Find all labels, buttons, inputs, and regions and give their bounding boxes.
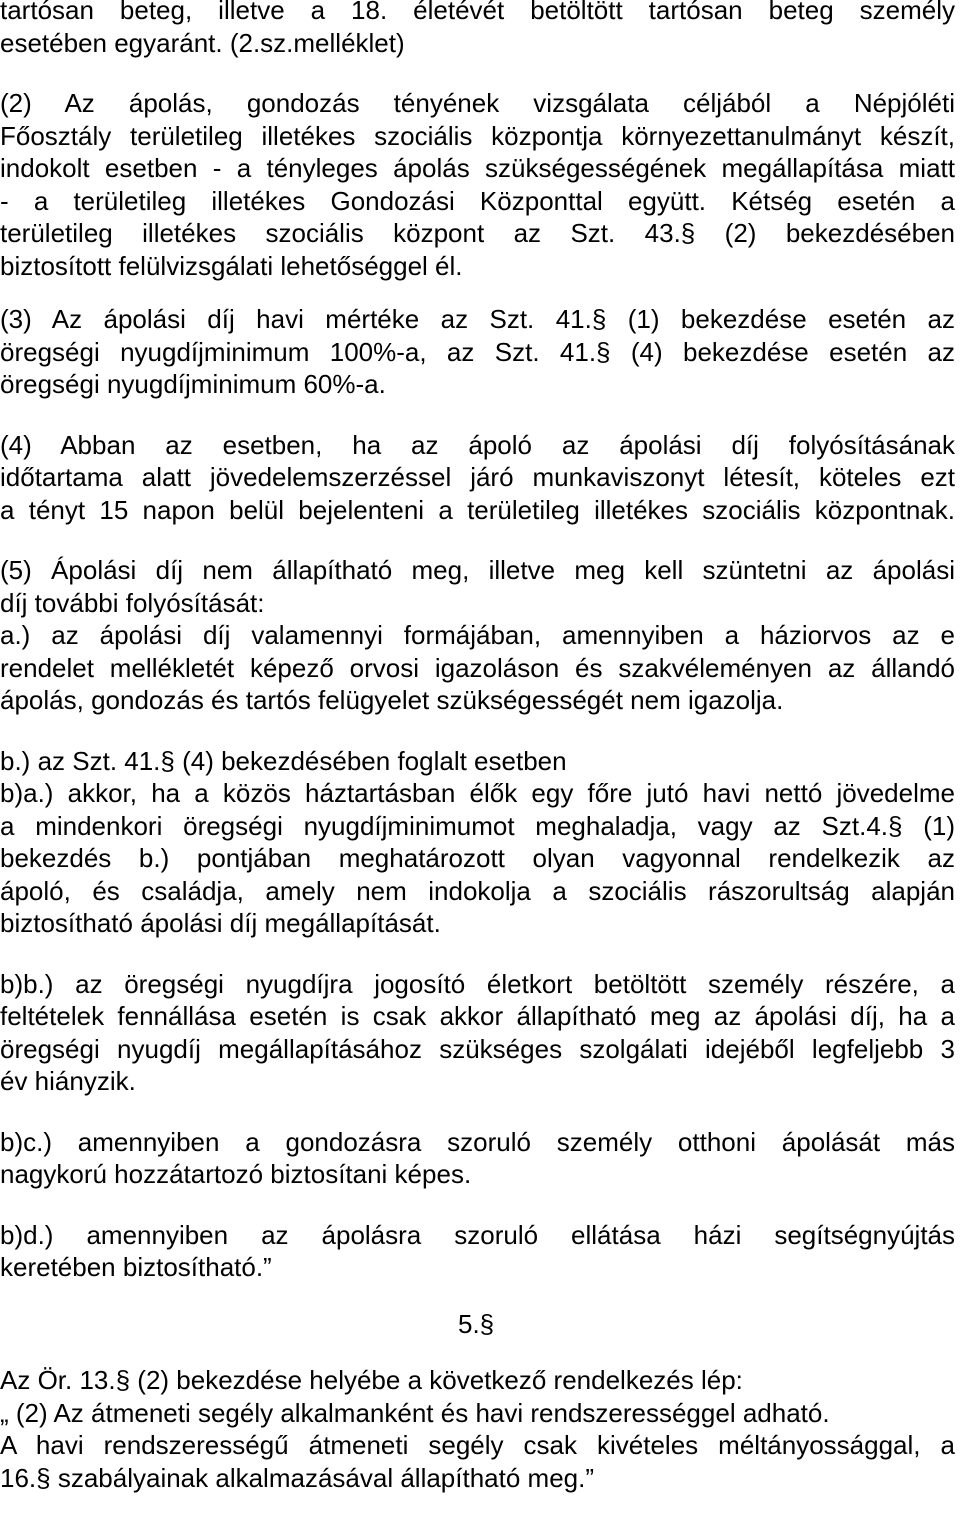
paragraph-3: [0, 303, 955, 401]
text-line: - a területileg illetékes Gondozási Központtal együtt. Kétség esetén a: [0, 185, 955, 216]
text-line: a.) az ápolási díj valamennyi formájában, amennyiben a háziorvos az e: [0, 620, 955, 650]
text-line: nagykorú hozzátartozó biztosítani képes.: [0, 1159, 472, 1189]
text-line: (4) Abban az esetben, ha az ápoló az ápolási díj folyósításának: [0, 429, 955, 460]
text-line: díj további folyósítását:: [0, 587, 265, 618]
text-line: öregségi nyugdíj megállapításához szükséges szolgálati idejéből legfeljebb 3: [0, 1033, 955, 1064]
paragraph-bd: [0, 1219, 955, 1284]
text-line: b)b.) az öregségi nyugdíjra jogosító életkort betöltött személy részére, a: [0, 968, 955, 999]
text-line: biztosított felülvizsgálati lehetőséggel él.: [0, 250, 463, 281]
text-line: év hiányzik.: [0, 1066, 136, 1096]
text-line: keretében biztosítható.”: [0, 1252, 272, 1282]
text-line: b.) az Szt. 41.§ (4) bekezdésében foglalt esetben: [0, 745, 567, 776]
paragraph-b: [0, 745, 955, 940]
text-line: bekezdés b.) pontjában meghatározott olyan vagyonnal rendelkezik az: [0, 843, 955, 873]
text-line: Az Ör. 13.§ (2) bekezdése helyébe a következő rendelkezés lép:: [0, 1365, 743, 1395]
text-line: 16.§ szabályainak alkalmazásával állapítható meg.”: [0, 1462, 595, 1493]
text-line: indokolt esetben - a tényleges ápolás szükségességének megállapítása miatt: [0, 153, 955, 183]
text-line: Főosztály területileg illetékes szociális központja környezettanulmányt készít,: [0, 120, 955, 151]
text-line: a mindenkori öregségi nyugdíjminimumot meghaladja, vagy az Szt.4.§ (1): [0, 810, 955, 841]
paragraph-4: [0, 429, 955, 527]
text-line: esetében egyaránt. (2.sz.melléklet): [0, 27, 405, 58]
text-line: tartósan beteg, illetve a 18. életévét betöltött tartósan beteg személy: [0, 0, 955, 25]
paragraph-2: [0, 87, 955, 282]
text-line: „ (2) Az átmeneti segély alkalmanként és havi rendszerességgel adható.: [0, 1397, 830, 1428]
text-line: ápoló, és családja, amely nem indokolja a szociális rászorultság alapján: [0, 875, 955, 906]
paragraph-final: [0, 1364, 955, 1494]
text-line: öregségi nyugdíjminimum 100%-a, az Szt. 41.§ (4) bekezdése esetén az: [0, 336, 955, 367]
text-line: időtartama alatt jövedelemszerzéssel járó munkaviszonyt létesít, köteles ezt: [0, 462, 955, 492]
paragraph-bb: [0, 968, 955, 1098]
text-line: öregségi nyugdíjminimum 60%-a.: [0, 369, 386, 399]
text-line: b)a.) akkor, ha a közös háztartásban élők egy főre jutó havi nettó jövedelme: [0, 778, 955, 808]
text-line: b)c.) amennyiben a gondozásra szoruló személy otthoni ápolását más: [0, 1126, 955, 1157]
text-line: (5) Ápolási díj nem állapítható meg, illetve meg kell szüntetni az ápolási: [0, 555, 955, 585]
section-heading: 5.§: [458, 1308, 495, 1339]
paragraph-bc: [0, 1126, 955, 1191]
text-line: területileg illetékes szociális központ az Szt. 43.§ (2) bekezdésében: [0, 218, 955, 248]
text-line: A havi rendszerességű átmeneti segély csak kivételes méltányossággal, a: [0, 1430, 955, 1460]
text-line: biztosítható ápolási díj megállapítását.: [0, 908, 441, 938]
text-line: rendelet mellékletét képező orvosi igazoláson és szakvéleményen az állandó: [0, 652, 955, 683]
text-line: feltételek fennállása esetén is csak akkor állapítható meg az ápolási díj, ha a: [0, 1001, 955, 1031]
paragraph-5: [0, 554, 955, 717]
paragraph-continuation: [0, 0, 955, 59]
text-line: (2) Az ápolás, gondozás tényének vizsgálata céljából a Népjóléti: [0, 88, 955, 118]
text-line: b)d.) amennyiben az ápolásra szoruló ellátása házi segítségnyújtás: [0, 1219, 955, 1250]
text-line: a tényt 15 napon belül bejelenteni a területileg illetékes szociális központnak.: [0, 494, 955, 525]
text-line: (3) Az ápolási díj havi mértéke az Szt. 41.§ (1) bekezdése esetén az: [0, 304, 955, 334]
text-line: ápolás, gondozás és tartós felügyelet szükségességét nem igazolja.: [0, 685, 784, 715]
